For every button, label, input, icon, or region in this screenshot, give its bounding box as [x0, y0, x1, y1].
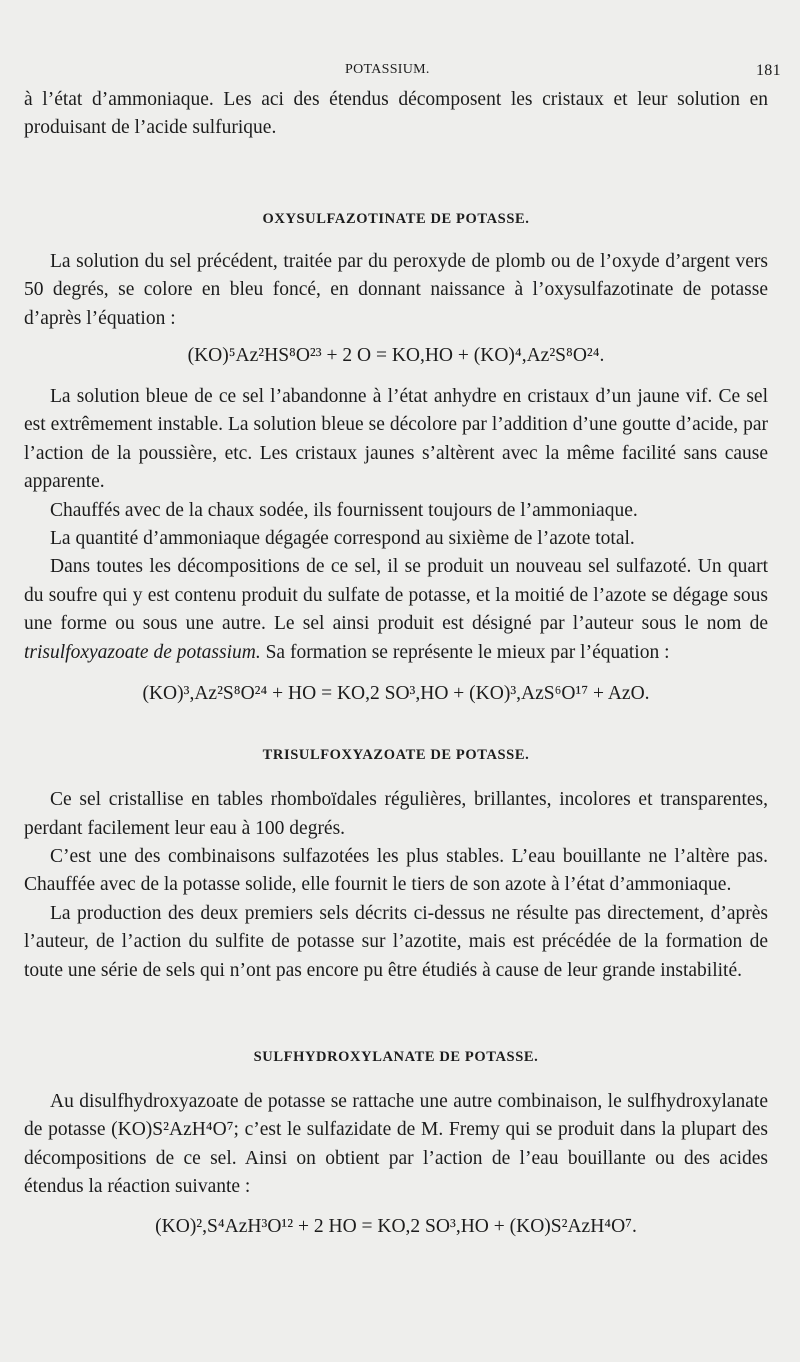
- paragraph-text: Dans toutes les décompositions de ce sel, il se produit un nouveau sel sulfazoté. Un quart du soufre qui y est contenu produit du sulfate de potasse, et la moitié de l’azote se dégage sous une forme ou sous une autre. Le sel ainsi produit est désigné par l’auteur sous le nom de: [24, 556, 768, 635]
- paragraph: Au disulfhydroxyazoate de potasse se rattache une autre combinaison, le sulfhydroxylanate de potasse (KO)S²AzH⁴O⁷; c’est le sulfazidate de M. Fremy qui se produit dans la plupart des décompositions de ce sel. Ainsi on obtient par l’action de l’eau bouillante ou des acides étendus la réaction suivante :: [24, 1090, 768, 1198]
- section-title-sulfhydroxylanate: SULFHYDROXYLANATE DE POTASSE.: [253, 1048, 539, 1065]
- paragraph: La solution du sel précédent, traitée par du peroxyde de plomb ou de l’oxyde d’argent vers 50 degrés, se colore en bleu foncé, en donnant naissance à l’oxysulfazotinate de potasse d’après l’équation :: [24, 250, 768, 329]
- paragraph: La solution bleue de ce sel l’abandonne à l’état anhydre en cristaux d’un jaune vif. Ce sel est extrêmement instable. La solution bleue se décolore par l’addition d’une goutte d’acide, par l’action de la poussière, etc. Les cristaux jaunes s’altèrent avec la même facilité sans cause apparente.: [24, 386, 768, 493]
- page-number: 181: [756, 62, 781, 79]
- page-body: [24, 86, 768, 1242]
- paragraph: Chauffés avec de la chaux sodée, ils fournissent toujours de l’ammoniaque.: [50, 499, 638, 521]
- equation: (KO)²,S⁴AzH³O¹² + 2 HO = KO,2 SO³,HO + (KO)S²AzH⁴O⁷.: [155, 1215, 637, 1237]
- equation: (KO)⁵Az²HS⁸O²³ + 2 O = KO,HO + (KO)⁴,Az²S⁸O²⁴.: [187, 345, 605, 367]
- equation: (KO)³,Az²S⁸O²⁴ + HO = KO,2 SO³,HO + (KO)³,AzS⁶O¹⁷ + AzO.: [142, 683, 650, 705]
- paragraph: La quantité d’ammoniaque dégagée correspond au sixième de l’azote total.: [50, 528, 635, 550]
- paragraph: C’est une des combinaisons sulfazotées les plus stables. L’eau bouillante ne l’altère pas. Chauffée avec de la potasse solide, elle fournit le tiers de son azote à l’état d’ammoniaque.: [24, 845, 768, 896]
- paragraph: La production des deux premiers sels décrits ci-dessus ne résulte pas directement, d’après l’auteur, de l’action du sulfite de potasse sur l’azotite, mais est précédée de la formation de toute une série de sels qui n’ont pas encore pu être étudiés à cause de leur grande instabilité.: [24, 902, 768, 981]
- section-title-oxysulfazotinate: OXYSULFAZOTINATE DE POTASSE.: [262, 210, 530, 227]
- paragraph-text: Sa formation se représente le mieux par l’équation :: [265, 641, 670, 663]
- paragraph: [24, 553, 768, 667]
- continuation-paragraph: à l’état d’ammoniaque. Les aci des étendus décomposent les cristaux et leur solution en produisant de l’acide sulfurique.: [24, 89, 768, 139]
- running-title: POTASSIUM.: [345, 62, 430, 77]
- italic-term: trisulfoxyazoate de potassium.: [24, 641, 261, 663]
- paragraph: Ce sel cristallise en tables rhomboïdales régulières, brillantes, incolores et transparentes, perdant facilement leur eau à 100 degrés.: [24, 789, 768, 839]
- running-head: [0, 60, 800, 84]
- section-title-trisulfoxyazoate: TRISULFOXYAZOATE DE POTASSE.: [262, 747, 530, 764]
